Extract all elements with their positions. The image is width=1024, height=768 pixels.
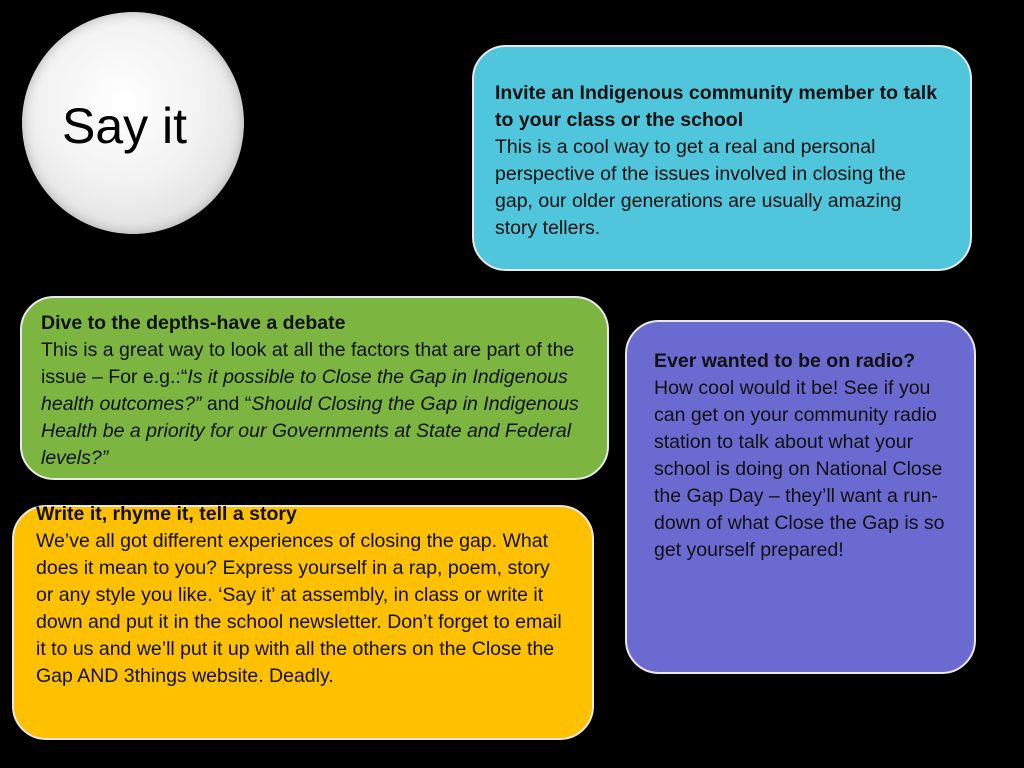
title-circle	[22, 12, 244, 234]
debate-question-2: Should Closing the Gap in Indigenous Health be a priority for our Governments at State and Federal levels?”	[41, 393, 579, 469]
debate-body	[41, 337, 581, 472]
invite-body: This is a cool way to get a real and personal perspective of the issues involved in closing the gap, our older generations are usually amazing story tellers.	[495, 136, 906, 239]
debate-body-intro: This is a great way to look at all the factors that are part of the issue – For e.g.:“	[41, 339, 575, 388]
debate-connector: and “	[201, 393, 252, 415]
radio-heading: Ever wanted to be on radio?	[654, 350, 916, 372]
write-heading: Write it, rhyme it, tell a story	[36, 503, 297, 525]
debate-question-1: Is it possible to Close the Gap in Indigenous health outcomes?”	[41, 366, 568, 415]
radio-body: How cool would it be! See if you can get on your community radio station to talk about what your school is doing on National Close the Gap Day – they’ll want a run-down of what Close the Gap is so get yourself prepared!	[654, 377, 945, 561]
radio-box	[625, 320, 976, 674]
write-story-box	[12, 505, 594, 740]
invite-community-member-box	[472, 45, 972, 271]
write-body: We’ve all got different experiences of closing the gap. What does it mean to you? Express yourself in a rap, poem, story or any style you like. ‘Say it’ at assembly, in class or write it down and put it in the school newsletter. Don’t forget to email it to us and we’ll put it up with all the others on the Close the Gap AND 3things website. Deadly.	[36, 530, 562, 687]
slide-title: Say it	[62, 98, 188, 154]
debate-heading: Dive to the depths-have a debate	[41, 312, 346, 334]
debate-box	[20, 296, 609, 480]
invite-heading: Invite an Indigenous community member to talk to your class or the school	[495, 82, 938, 131]
